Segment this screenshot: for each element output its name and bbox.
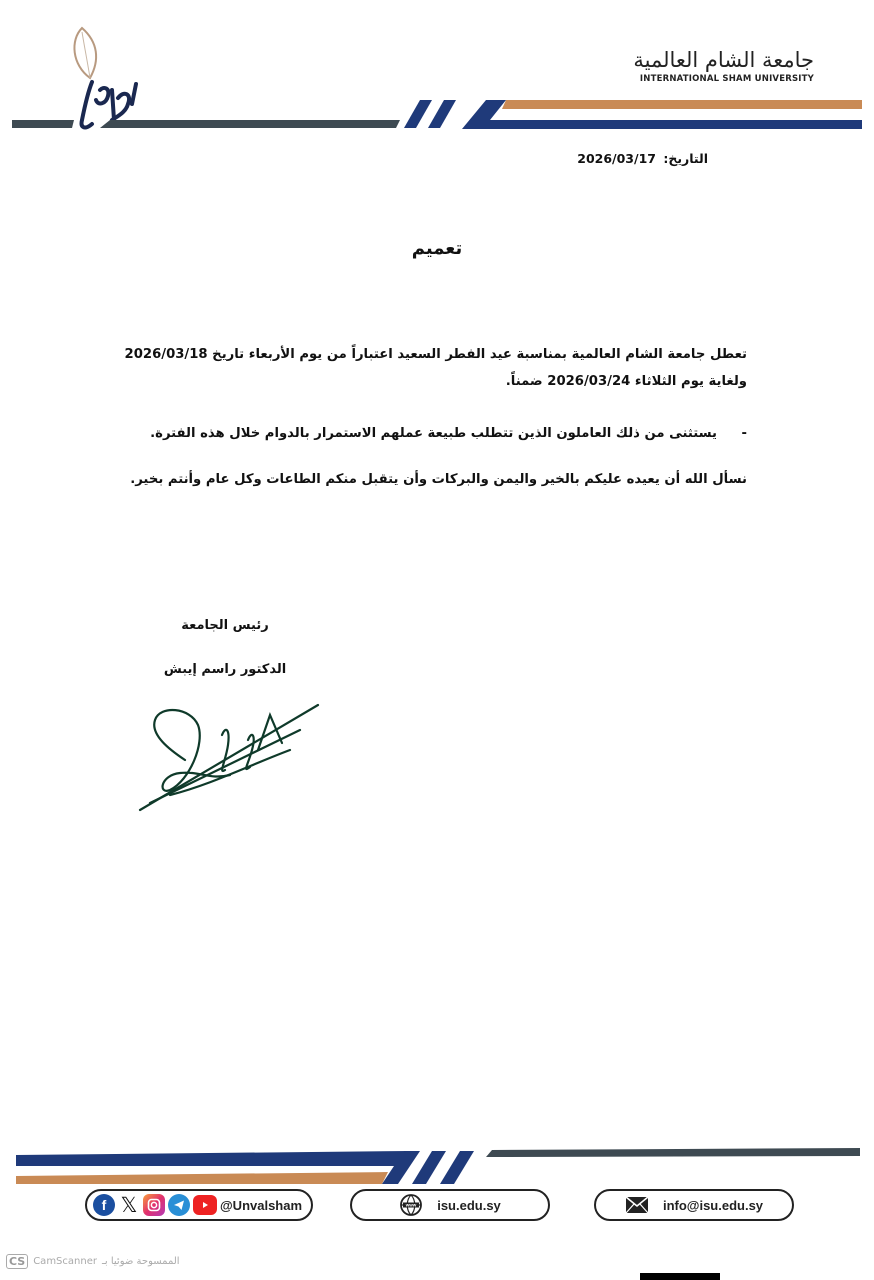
university-name-arabic: جامعة الشام العالمية [633,48,814,72]
x-icon[interactable]: 𝕏 [120,1193,138,1217]
camscanner-label-ar: الممسوحة ضوئيا بـ [101,1256,180,1267]
camscanner-logo-icon: CS [6,1254,28,1269]
paragraph-closure-announcement: تعطل جامعة الشام العالمية بمناسبة عيد الفطر السعيد اعتباراً من يوم الأربعاء تاريخ 2026/03/18 ولغاية يوم الثلاثاء 2026/03/24 ضمناً. [124,347,747,389]
website-pill[interactable] [350,1189,550,1221]
globe-www-icon [399,1193,423,1217]
svg-text:www: www [405,1202,417,1208]
exception-text: يستثنى من ذلك العاملون الذين تتطلب طبيعة عملهم الاستمرار بالدوام خلال هذه الفترة. [150,426,717,441]
date-line [577,151,708,166]
youtube-icon[interactable] [193,1195,217,1215]
date-label: التاريخ: [663,151,708,166]
paragraph-greeting: نسأل الله أن يعيده عليكم بالخير واليمن والبركات وأن يتقبل منكم الطاعات وكل عام وأنتم بخير. [130,472,747,487]
envelope-icon [625,1196,649,1214]
instagram-icon[interactable] [143,1194,165,1216]
signatory-name: الدكتور راسم إيبش [163,662,287,677]
social-media-pill[interactable] [85,1189,313,1221]
handwritten-signature [130,695,330,820]
camscanner-label: CamScanner [33,1256,97,1267]
university-name-english: INTERNATIONAL SHAM UNIVERSITY [639,74,814,84]
date-value: 2026/03/17 [577,151,656,166]
social-handle[interactable]: @Unvalsham [220,1197,303,1213]
footer-stripes [0,1140,874,1190]
email-address[interactable]: info@isu.edu.sy [662,1197,764,1213]
facebook-icon[interactable]: f [93,1194,115,1216]
logo-feather-icon [74,28,96,78]
email-pill[interactable] [594,1189,794,1221]
redaction-bar [640,1273,720,1280]
bullet-marker: - [741,426,747,441]
signatory-title: رئيس الجامعة [181,618,269,633]
website-url[interactable]: isu.edu.sy [437,1197,501,1213]
paragraph-exception [107,420,747,447]
camscanner-watermark [6,1254,180,1269]
telegram-icon[interactable] [168,1194,190,1216]
document-title: تعميم [411,238,463,259]
